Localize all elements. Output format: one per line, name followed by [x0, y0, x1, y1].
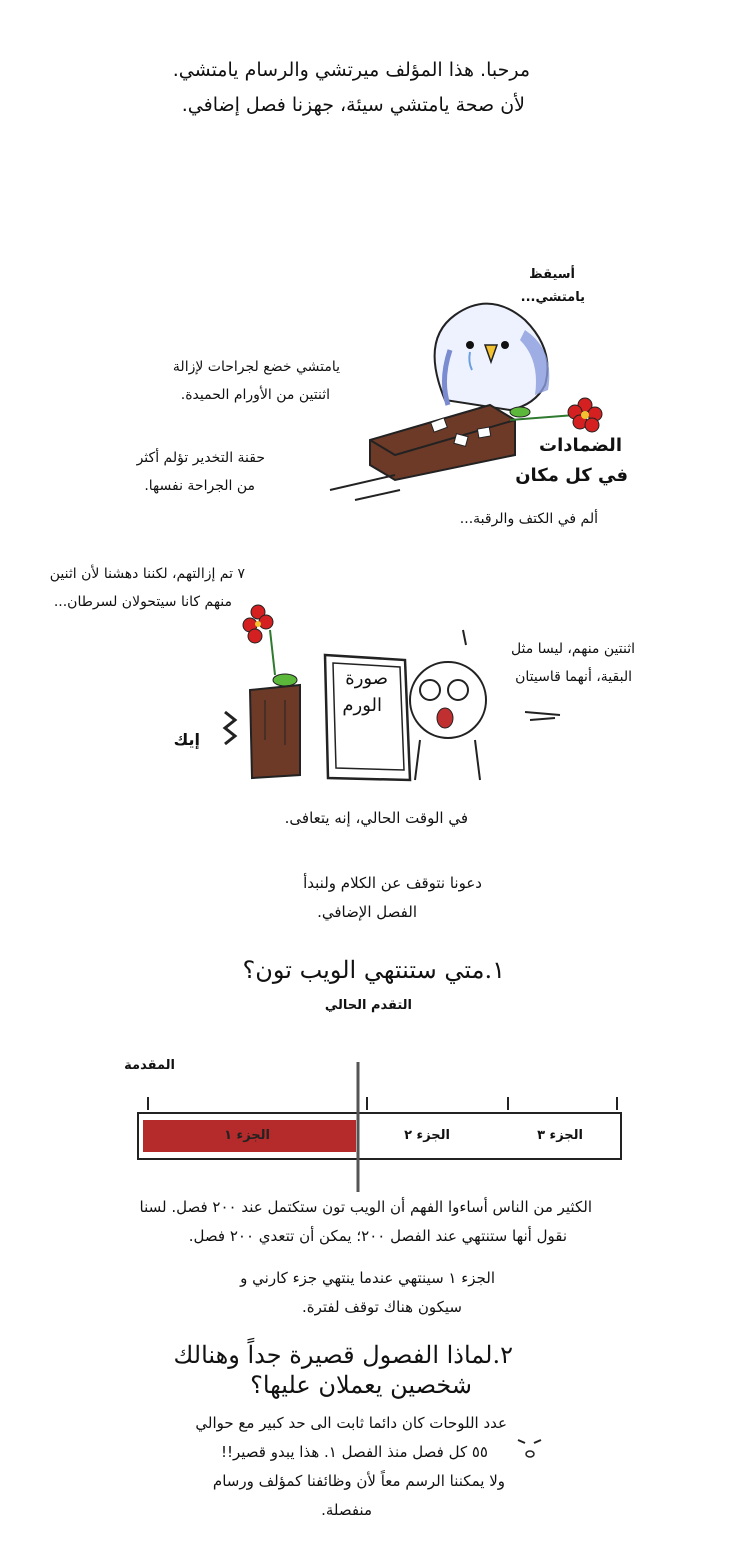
progress-part-2: الجزء ٢ [404, 1128, 450, 1143]
recovery-text: في الوقت الحالي، إنه يتعافى. [284, 809, 468, 827]
ick-label: إيك [173, 730, 200, 749]
section2-title-1: ٢.لماذا الفصول قصيرة جداً وهنالك [173, 1341, 513, 1369]
panels-line-4: منفصلة. [321, 1501, 372, 1519]
part1end-line-2: سيكون هناك توقف لفترة. [301, 1298, 462, 1316]
misread-line-1: الكثير من الناس أساءوا الفهم أن الويب تون ستكتمل عند ٢٠٠ فصل. لسنا [139, 1198, 592, 1216]
bandage-label-2: في كل مكان [515, 465, 628, 486]
surgery-line-1: يامتشي خضع لجراحات لإزالة [172, 359, 340, 375]
anesthesia-line-2: من الجراحة نفسها. [144, 478, 255, 494]
anesthesia-line-1: حقنة التخدير تؤلم أكثر [136, 450, 265, 466]
two-of-line-2: البقية، أنهما قاسيتان [515, 669, 632, 685]
pain-text: ألم في الكتف والرقبة... [459, 511, 598, 527]
stop-line-2: الفصل الإضافي. [317, 903, 417, 921]
progress-part-3: الجزء ٣ [537, 1128, 583, 1143]
removed-line-2: منهم كانا سيتحولان لسرطان... [53, 594, 232, 610]
section1-subtitle: التقدم الحالي [324, 998, 412, 1013]
part1end-line-1: الجزء ١ سينتهي عندما ينتهي جزء كارني و [240, 1269, 495, 1287]
section1-title: ١.متي ستنتهي الويب تون؟ [242, 956, 505, 984]
progress-part-1: الجزء ١ [224, 1128, 270, 1143]
progress-intro-label: المقدمة [124, 1058, 175, 1073]
intro-line-2: لأن صحة يامتشي سيئة، جهزنا فصل إضافي. [181, 94, 525, 116]
bird-speech-1: أسيقظ [529, 267, 575, 282]
stop-line-1: دعونا نتوقف عن الكلام ولنبدأ [303, 874, 482, 892]
panels-line-1: عدد اللوحات كان دائما ثابت الى حد كبير مع حوالي [195, 1414, 507, 1432]
intro-line-1: مرحبا. هذا المؤلف ميرتشي والرسام يامتشي. [172, 59, 530, 81]
bandage-label-1: الضمادات [539, 435, 622, 456]
two-of-line-1: اثنتين منهم، ليسا مثل [510, 641, 635, 657]
xray-label-2: الورم [342, 695, 382, 716]
section2-title-2: شخصين يعملان عليها؟ [250, 1371, 472, 1399]
removed-line-1: ٧ تم إزالتهم، لكننا دهشنا لأن اثنين [49, 566, 245, 582]
surgery-line-2: اثنتين من الأورام الحميدة. [180, 387, 330, 403]
xray-label-1: صورة [345, 668, 388, 689]
panels-line-2: ٥٥ كل فصل منذ الفصل ١. هذا يبدو قصير!! [220, 1443, 488, 1461]
bird-speech-2: يامتشي... [520, 290, 585, 305]
misread-line-2: نقول أنها ستنتهي عند الفصل ٢٠٠؛ يمكن أن تتعدي ٢٠٠ فصل. [188, 1227, 567, 1245]
panels-line-3: ولا يمكننا الرسم معاً لأن وظائفنا كمؤلف ورسام [212, 1472, 505, 1490]
